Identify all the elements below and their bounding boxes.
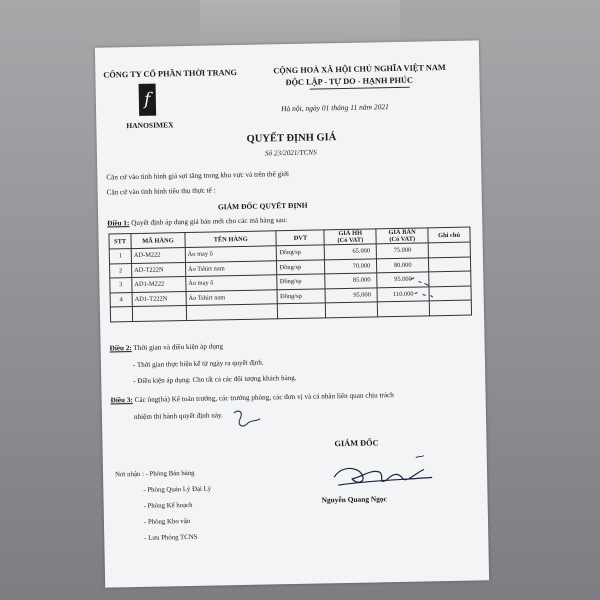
director-decision-heading: GIÁM ĐỐC QUYẾT ĐỊNH bbox=[217, 200, 308, 212]
cell-stt: 2 bbox=[109, 263, 131, 278]
cell-code: AD-M222 bbox=[131, 248, 185, 264]
col-note: Ghi chú bbox=[428, 227, 470, 243]
col-unit: ĐVT bbox=[276, 230, 324, 246]
cell-name: Áo may ô bbox=[185, 246, 277, 262]
article-2-line-1: - Thời gian thực hiện kể từ ngày ra quyết định. bbox=[132, 358, 264, 370]
cell-cost: 65.000 bbox=[325, 244, 377, 259]
cell-price: 110.000 bbox=[377, 286, 429, 301]
national-title: CỘNG HOÀ XÃ HỘI CHỦ NGHĨA VIỆT NAM bbox=[273, 63, 446, 76]
cell-unit: Đồng/sp bbox=[277, 288, 325, 303]
article-2-line-2: - Điều kiện áp dụng: Cho tất cả các đối tượng khách hàng. bbox=[133, 373, 297, 386]
logo-letter: f bbox=[144, 89, 151, 110]
cell-name: Áo may ô bbox=[186, 275, 278, 291]
article-1-label: Điều 1: bbox=[107, 219, 130, 228]
recipient-item: - Phòng Kho vận bbox=[143, 517, 191, 526]
cell-code: AD1-T222N bbox=[132, 291, 186, 307]
col-stt: STT bbox=[109, 234, 131, 249]
col-price bbox=[376, 228, 428, 244]
col-cost-sub: (Có VAT) bbox=[337, 236, 364, 245]
col-price-label: GIÁ BÁN bbox=[388, 228, 416, 237]
brand-name: HANOSIMEX bbox=[126, 120, 174, 131]
director-signature bbox=[328, 453, 439, 495]
cell-cost: 85.000 bbox=[325, 273, 377, 288]
article-3-text: Các ông(bà) Kế toán trưởng, các trưởng phòng, các đơn vị và cá nhân liên quan chịu trách bbox=[132, 391, 394, 405]
cell-unit: Đồng/sp bbox=[277, 274, 325, 289]
cell-cost: 95.000 bbox=[325, 287, 377, 302]
cell-empty bbox=[110, 307, 132, 322]
cell-empty bbox=[186, 304, 278, 320]
cell-unit: Đồng/sp bbox=[277, 259, 325, 274]
national-motto: ĐỘC LẬP - TỰ DO - HẠNH PHÚC bbox=[285, 75, 414, 88]
cell-empty bbox=[132, 306, 186, 322]
article-2-label: Điều 2: bbox=[109, 344, 132, 353]
signature-title: GIÁM ĐỐC bbox=[334, 438, 379, 449]
cell-unit: Đồng/sp bbox=[277, 245, 325, 260]
background-tape bbox=[200, 0, 400, 42]
article-3 bbox=[111, 391, 394, 404]
signer-name: Nguyễn Quang Ngọc bbox=[321, 494, 387, 505]
document-title: QUYẾT ĐỊNH GIÁ bbox=[246, 132, 337, 145]
motto-underline bbox=[310, 87, 410, 90]
basis-line-1: Căn cứ vào tình hình giá sợi tăng trong khu vực và trên thế giới bbox=[106, 170, 290, 182]
cell-code: AD1-M222 bbox=[132, 277, 186, 293]
col-name: TÊN HÀNG bbox=[185, 231, 277, 248]
recipient-item: - Phòng Kế hoạch bbox=[143, 501, 193, 510]
basis-line-2: Căn cứ vào tình hình tiêu thụ thực tế : bbox=[106, 186, 216, 197]
article-2-text: Thời gian và điều kiện áp dụng bbox=[131, 342, 224, 353]
cell-code: AD-T222N bbox=[131, 262, 185, 278]
document-page bbox=[95, 40, 489, 587]
handwritten-initials bbox=[230, 407, 264, 434]
document-number: Số 23/2021/TCNS bbox=[264, 148, 317, 158]
col-code: MÃ HÀNG bbox=[131, 233, 185, 249]
article-3-label: Điều 3: bbox=[110, 396, 133, 405]
article-1 bbox=[107, 216, 287, 227]
col-cost bbox=[324, 229, 376, 245]
col-price-sub: (Có VAT) bbox=[389, 235, 416, 244]
cell-stt: 3 bbox=[110, 278, 132, 293]
recipients-title: Nơi nhận : - Phòng Bán hàng bbox=[114, 469, 195, 479]
article-1-text: Quyết định áp dụng giá bán mới cho các mã hàng sau: bbox=[129, 216, 288, 228]
company-name: CÔNG TY CỔ PHẦN THỜI TRANG bbox=[103, 68, 238, 80]
cell-name: Áo Tshirt nam bbox=[186, 289, 278, 305]
article-3-line-2: nhiệm thi hành quyết định này. bbox=[133, 411, 223, 422]
cell-empty bbox=[278, 303, 326, 318]
article-2 bbox=[110, 342, 224, 352]
col-cost-label: GIÁ HH bbox=[338, 229, 363, 238]
cell-price: 80.000 bbox=[377, 257, 429, 272]
dateline: Hà nội, ngày 01 tháng 11 năm 2021 bbox=[280, 102, 389, 114]
cell-stt: 4 bbox=[110, 292, 132, 307]
cell-name: Áo Tshirt nam bbox=[185, 260, 277, 276]
cell-price: 75.000 bbox=[376, 243, 428, 258]
company-logo bbox=[139, 84, 157, 116]
cell-empty bbox=[326, 302, 378, 317]
cell-stt: 1 bbox=[109, 249, 131, 264]
cell-note bbox=[428, 242, 470, 257]
recipient-item: - Phòng Quản Lý Đại Lý bbox=[143, 485, 212, 494]
cell-cost: 70.000 bbox=[325, 258, 377, 273]
recipient-item: - Lưu Phòng TCNS bbox=[144, 533, 198, 542]
cell-price: 95.000 bbox=[377, 272, 429, 287]
pen-marks bbox=[404, 259, 455, 310]
